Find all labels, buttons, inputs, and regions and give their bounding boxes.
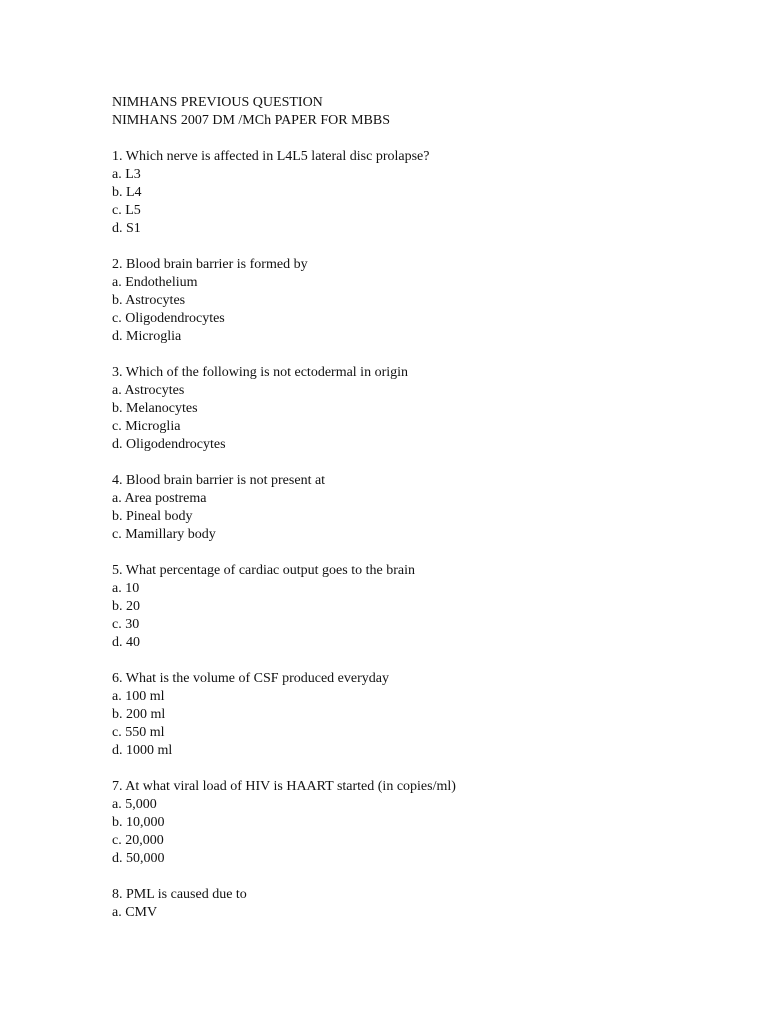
option: d. 1000 ml [112,743,173,758]
option: a. CMV [112,905,158,920]
option: a. 100 ml [112,689,165,704]
option: a. Astrocytes [112,383,185,398]
document-page [112,94,712,922]
spacer [112,454,712,472]
option: d. 50,000 [112,851,165,866]
question-2 [112,256,712,346]
option: c. 30 [112,617,140,632]
question-stem: 5. What percentage of cardiac output goes to the brain [112,563,415,578]
question-1 [112,148,712,238]
option: b. Pineal body [112,509,193,524]
option: c. Microglia [112,419,181,434]
header-subtitle: NIMHANS 2007 DM /MCh PAPER FOR MBBS [112,113,391,128]
question-4 [112,472,712,544]
spacer [112,760,712,778]
option: b. L4 [112,185,142,200]
question-5 [112,562,712,652]
option: d. Oligodendrocytes [112,437,226,452]
option: c. Oligodendrocytes [112,311,225,326]
option: d. 40 [112,635,140,650]
question-7 [112,778,712,868]
question-6 [112,670,712,760]
question-stem: 2. Blood brain barrier is formed by [112,257,308,272]
spacer [112,238,712,256]
option: b. 10,000 [112,815,165,830]
option: c. 550 ml [112,725,165,740]
option: c. 20,000 [112,833,164,848]
option: a. Endothelium [112,275,198,290]
option: b. Melanocytes [112,401,198,416]
header-title: NIMHANS PREVIOUS QUESTION [112,95,323,110]
option: c. L5 [112,203,141,218]
option: d. S1 [112,221,141,236]
spacer [112,868,712,886]
question-stem: 8. PML is caused due to [112,887,247,902]
question-3 [112,364,712,454]
option: a. L3 [112,167,141,182]
question-stem: 3. Which of the following is not ectodermal in origin [112,365,409,380]
question-stem: 7. At what viral load of HIV is HAART started (in copies/ml) [112,779,456,794]
option: b. 200 ml [112,707,166,722]
spacer [112,544,712,562]
question-8 [112,886,712,922]
option: d. Microglia [112,329,182,344]
question-stem: 4. Blood brain barrier is not present at [112,473,326,488]
document-header [112,94,712,130]
option: a. 10 [112,581,140,596]
option: b. 20 [112,599,140,614]
option: a. 5,000 [112,797,157,812]
spacer [112,346,712,364]
question-stem: 1. Which nerve is affected in L4L5 lateral disc prolapse? [112,149,430,164]
spacer [112,652,712,670]
question-stem: 6. What is the volume of CSF produced everyday [112,671,389,686]
spacer [112,130,712,148]
option: c. Mamillary body [112,527,216,542]
option: b. Astrocytes [112,293,186,308]
option: a. Area postrema [112,491,207,506]
